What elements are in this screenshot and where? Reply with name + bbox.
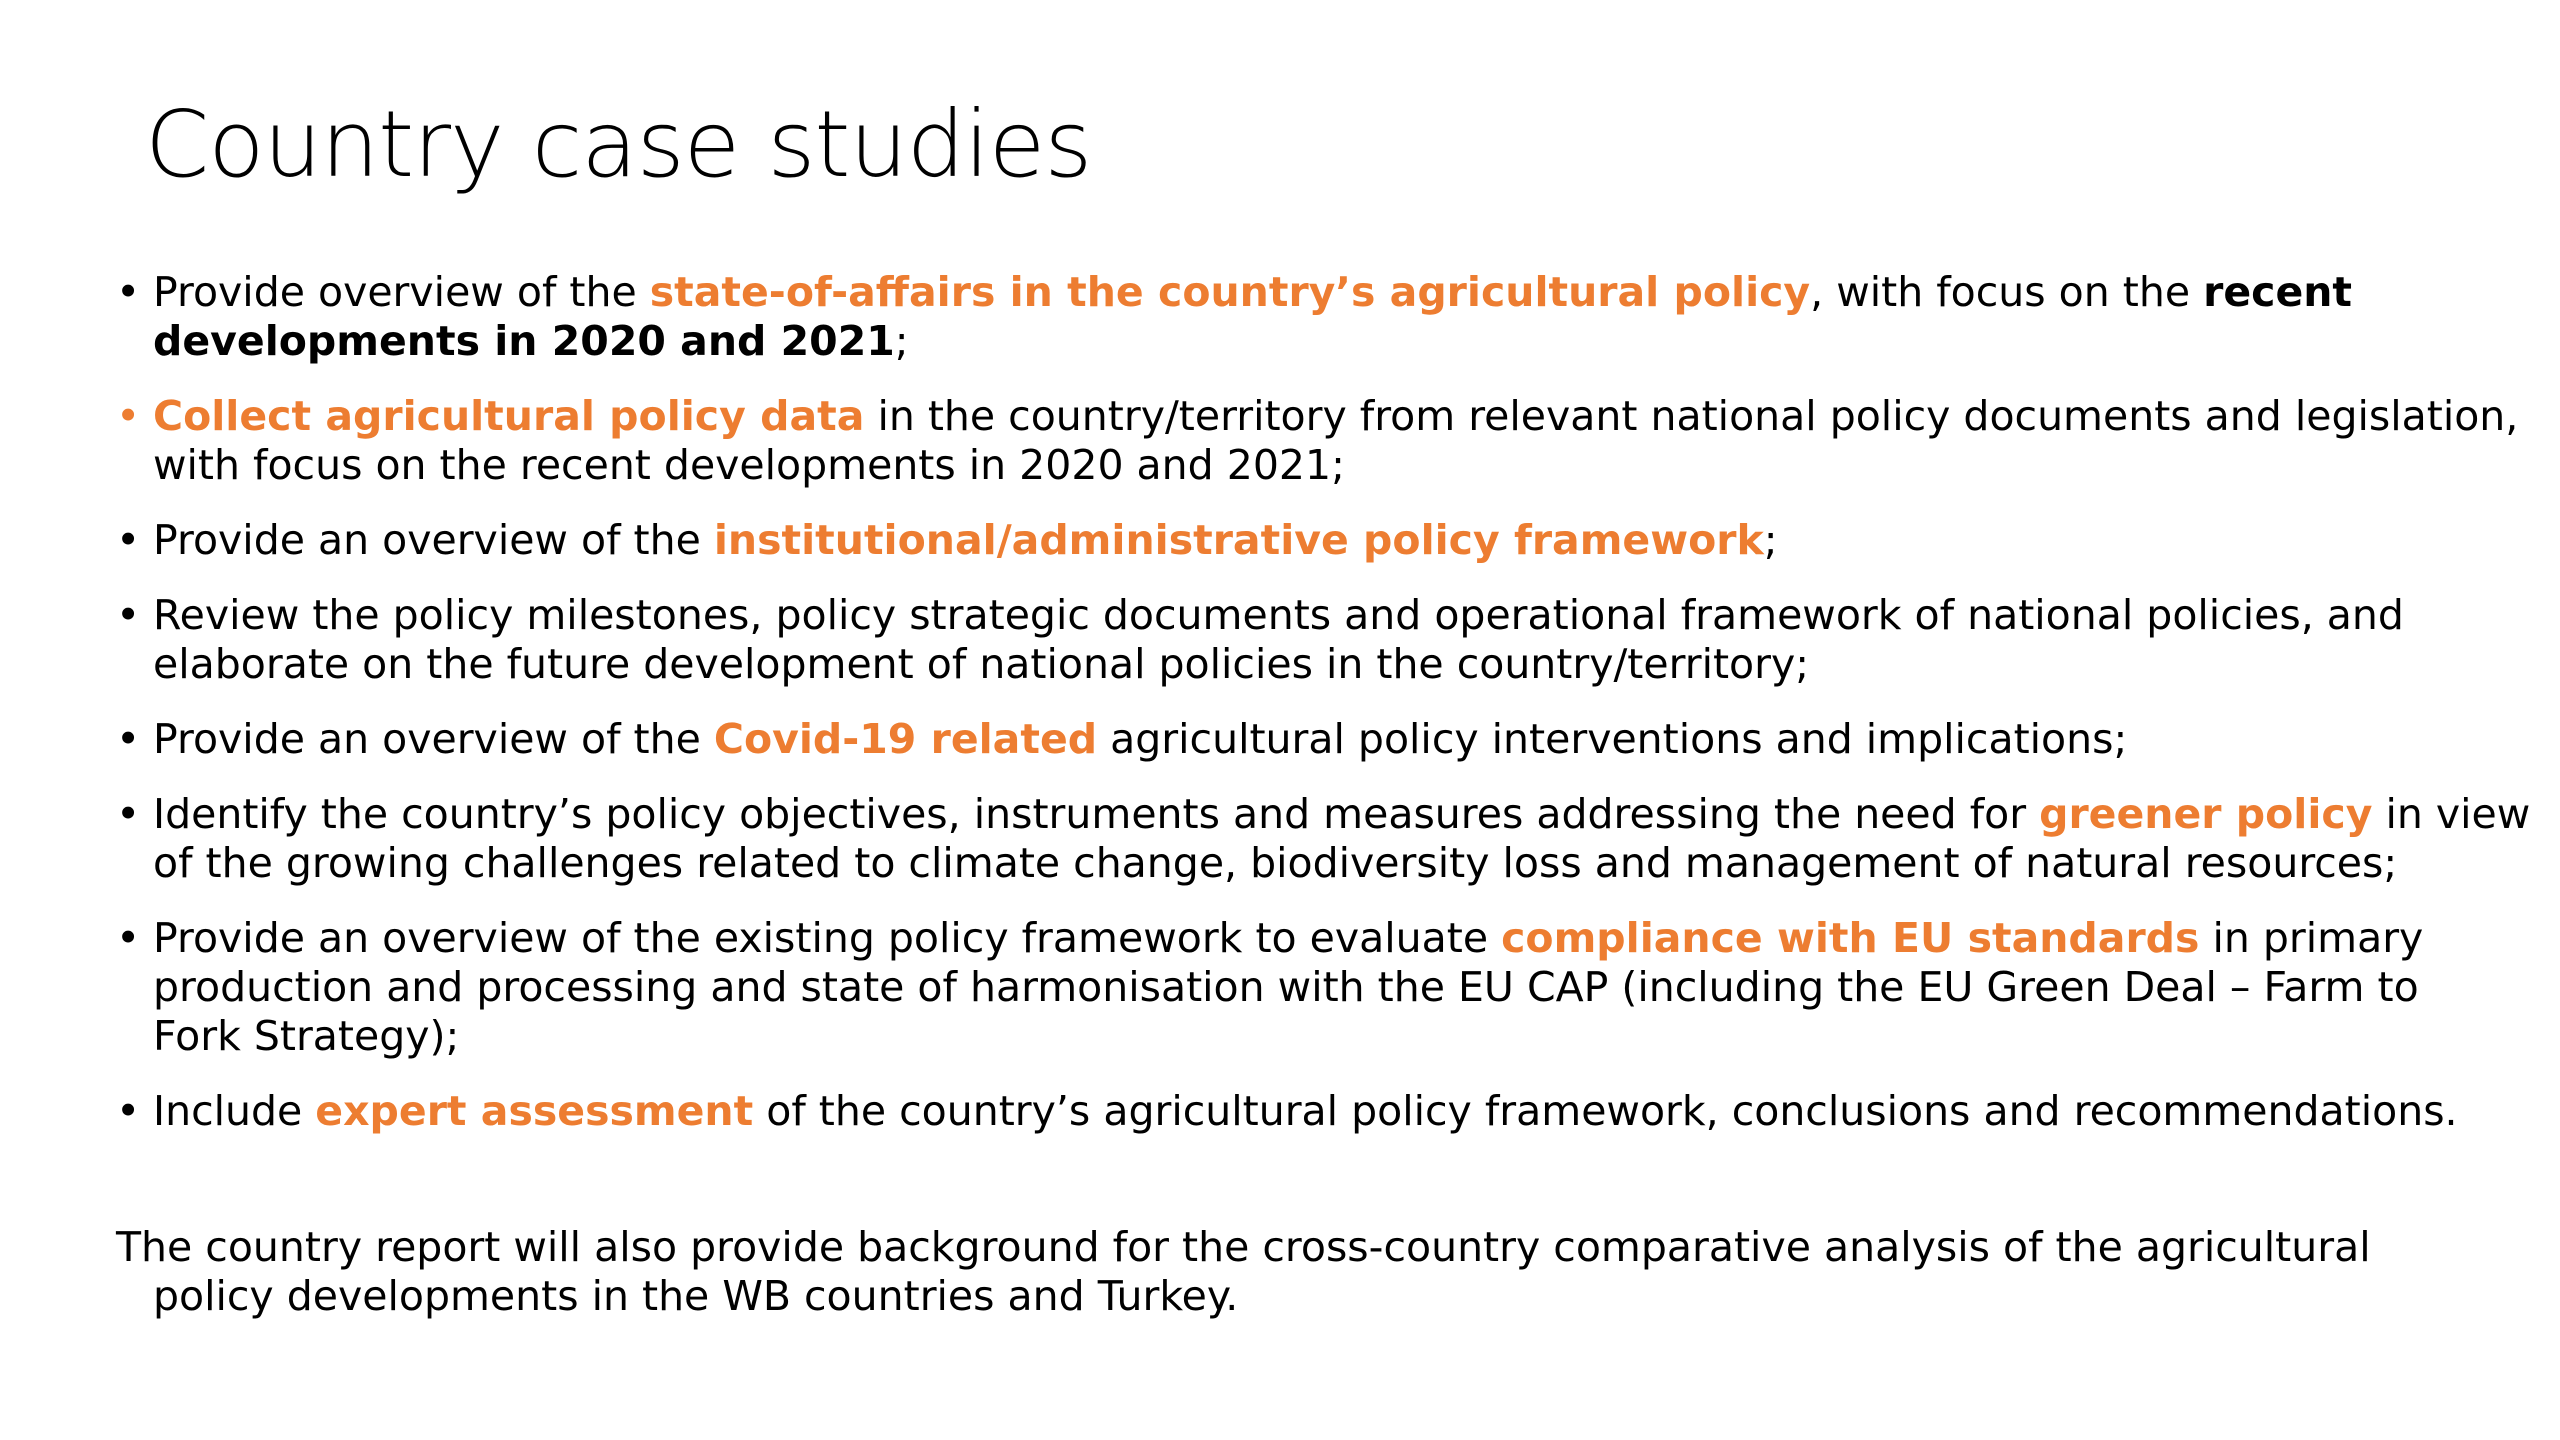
bullet-line (153, 516, 2516, 565)
text: Identify the country’s policy objectives, instruments and measures addressing the need for (153, 790, 2040, 838)
bullet-line (153, 839, 2516, 888)
bullet-marker: • (116, 268, 141, 316)
closing-line: The country report will also provide background for the cross-country comparative analysis of the agricultural (116, 1223, 2371, 1271)
highlight-text: compliance with EU standards (1501, 914, 2200, 962)
bullet-marker: • (116, 914, 141, 962)
bullet-item-covid (116, 715, 2516, 764)
bullet-marker: • (116, 392, 141, 440)
text: in primary (2199, 914, 2424, 962)
closing-paragraph (116, 1223, 2371, 1321)
bullet-line (153, 1012, 2516, 1061)
bullet-marker: • (116, 790, 141, 838)
text: Review the policy milestones, policy strategic documents and operational framework of national policies, and (153, 591, 2404, 639)
text: Include (153, 1087, 316, 1135)
text: Provide an overview of the existing policy framework to evaluate (153, 914, 1502, 962)
bold-text: developments in 2020 and 2021 (153, 317, 895, 365)
bullet-item-collect-data (116, 392, 2519, 490)
bullet-line (153, 1087, 2516, 1136)
highlight-text: expert assessment (315, 1087, 754, 1135)
highlight-text: institutional/administrative policy framework (713, 516, 1764, 564)
text: elaborate on the future development of national policies in the country/territory; (153, 640, 1810, 688)
text: of the country’s agricultural policy framework, conclusions and recommendations. (753, 1087, 2458, 1135)
bullet-item-milestones (116, 591, 2516, 689)
bullet-line (153, 317, 2516, 366)
text: in view (2372, 790, 2531, 838)
bullet-item-institutional (116, 516, 2516, 565)
bullet-line (153, 640, 2516, 689)
bullet-item-expert-assessment (116, 1087, 2516, 1136)
text: , with focus on the (1810, 268, 2204, 316)
text: ; (1763, 516, 1778, 564)
text: ; (894, 317, 909, 365)
bullet-line (153, 790, 2531, 839)
bullet-list (116, 268, 2531, 1162)
text: of the growing challenges related to climate change, biodiversity loss and management of natural resources; (153, 839, 2398, 887)
bullet-line (153, 392, 2519, 441)
text: Provide an overview of the (153, 715, 714, 763)
bullet-line (153, 268, 2516, 317)
closing-line: policy developments in the WB countries and Turkey. (153, 1272, 1239, 1320)
bullet-line (153, 441, 2516, 490)
slide-title: Country case studies (145, 91, 1092, 198)
bullet-marker: • (116, 715, 141, 763)
highlight-text: Covid-19 related (713, 715, 1098, 763)
bullet-line (153, 715, 2516, 764)
highlight-text: state-of-affairs in the country’s agricultural policy (649, 268, 1811, 316)
bullet-item-overview (116, 268, 2516, 366)
bullet-marker: • (116, 516, 141, 564)
bullet-item-eu-compliance (116, 914, 2516, 1061)
text: Provide an overview of the (153, 516, 714, 564)
bullet-marker: • (116, 591, 141, 639)
bullet-marker: • (116, 1087, 141, 1135)
text: Fork Strategy); (153, 1012, 460, 1060)
bullet-item-greener-policy (116, 790, 2531, 888)
highlight-text: greener policy (2039, 790, 2373, 838)
bullet-line (153, 963, 2516, 1012)
bullet-line (153, 591, 2516, 640)
bullet-line (153, 914, 2516, 963)
bold-text: recent (2203, 268, 2353, 316)
text: production and processing and state of harmonisation with the EU CAP (including the EU Green Deal – Farm to (153, 963, 2419, 1011)
text: with focus on the recent developments in 2020 and 2021; (153, 441, 1345, 489)
highlight-text: Collect agricultural policy data (153, 392, 865, 440)
text: in the country/territory from relevant national policy documents and legislation, (864, 392, 2519, 440)
text: agricultural policy interventions and implications; (1097, 715, 2128, 763)
text: Provide overview of the (153, 268, 650, 316)
